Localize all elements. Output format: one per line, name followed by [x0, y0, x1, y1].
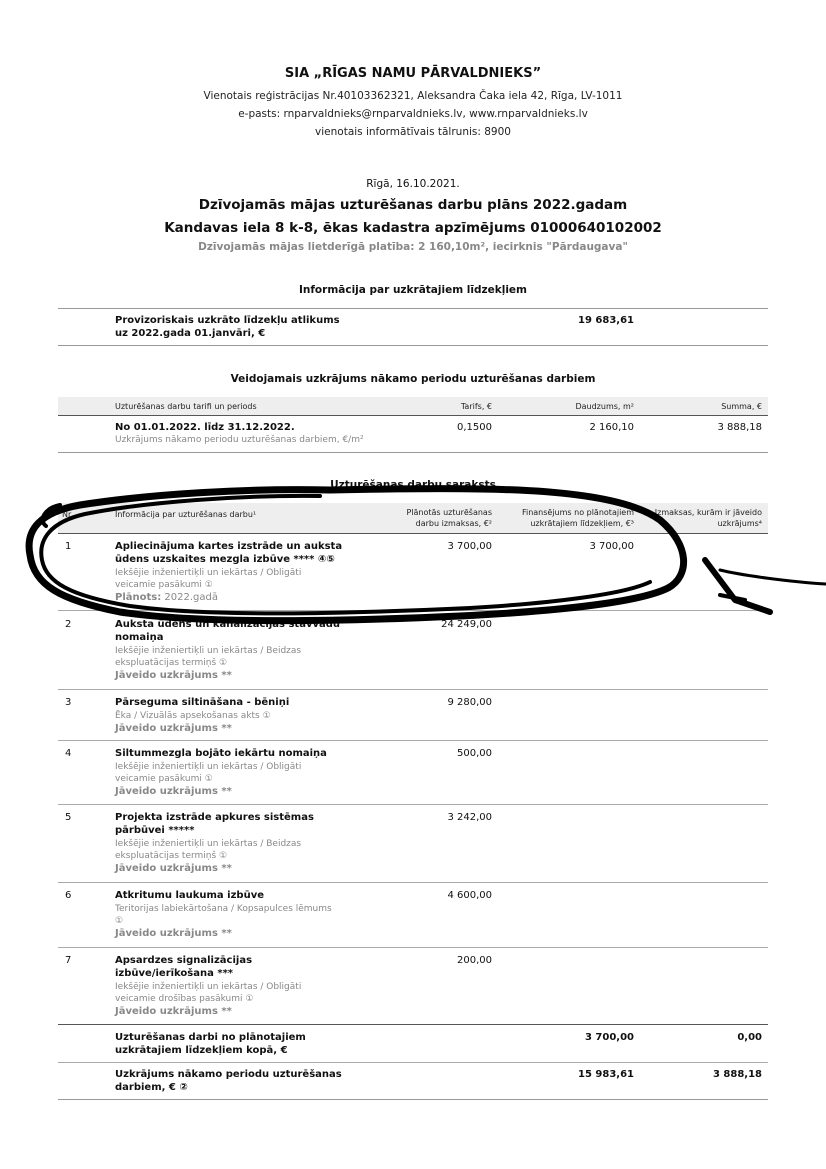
row-1-financing: 3 700,00	[589, 541, 634, 552]
row-7-title-line2: izbūve/ierīkošana ***	[115, 968, 234, 979]
row-7-category-line2: veicamie drošības pasākumi ①	[115, 994, 254, 1004]
header-cost-line2: darbu izmaksas, €²	[415, 519, 492, 528]
row-7-cost: 200,00	[457, 955, 492, 966]
header-accumulation-line2: uzkrājums⁴	[717, 519, 762, 528]
row-7-title-line1: Apsardzes signalizācijas	[115, 955, 253, 966]
row-2-title-line1: Auksta ūdens un kanalizācijas stāvvadu	[115, 619, 340, 630]
company-email: e-pasts: rnparvaldnieks@rnparvaldnieks.lv, www.rnparvaldnieks.lv	[238, 108, 588, 120]
row-3-category-line1: Ēka / Vizuālās apsekošanas akts ①	[115, 711, 271, 721]
header-info: Informācija par uzturēšanas darbu¹	[115, 510, 257, 519]
row-7-status: Jāveido uzkrājums **	[115, 1006, 232, 1017]
row-2-category-line1: Iekšējie inženiertiķli un iekārtas / Beidzas	[115, 646, 302, 656]
building-area: Dzīvojamās mājas lietderīgā platība: 2 160,10m², iecirknis "Pārdaugava"	[198, 241, 628, 253]
works-section-title: Uzturēšanas darbu saraksts	[330, 479, 496, 491]
total-1-label-line2: uzkrātajiem līdzekļiem kopā, €	[115, 1045, 288, 1056]
accumulation-section-title: Veidojamais uzkrājums nākamo periodu uzturēšanas darbiem	[230, 373, 596, 385]
header-number: Nr.	[62, 510, 74, 519]
row-2-category-line2: ekspluatācijas termiņš ①	[115, 658, 228, 668]
total-2-label-line2: darbiem, € ②	[115, 1082, 188, 1093]
row-3-cost: 9 280,00	[447, 697, 492, 708]
row-6-category-line2: ①	[115, 916, 124, 926]
header-sum: Summa, €	[721, 402, 762, 411]
row-4-title-line1: Siltummezgla bojāto iekārtu nomaiņa	[115, 748, 327, 759]
total-1-label-line1: Uzturēšanas darbi no plānotajiem	[115, 1032, 306, 1043]
header-period: Uzturēšanas darbu tarifi un periods	[115, 402, 257, 411]
header-qty: Daudzums, m²	[575, 402, 634, 411]
row-4-category-line2: veicamie pasākumi ①	[115, 774, 213, 784]
accumulation-tariff: 0,1500	[457, 422, 492, 433]
row-1-title-line2: ūdens uzskaites mezgla izbūve **** ④⑤	[115, 554, 335, 565]
row-5-number: 5	[65, 812, 72, 823]
row-6-category-line1: Teritorijas labiekārtošana / Kopsapulces lēmums	[115, 904, 332, 914]
row-1-category-line1: Iekšējie inženiertiķli un iekārtas / Obligāti	[115, 568, 302, 578]
document-date: Rīgā, 16.10.2021.	[366, 178, 460, 190]
header-cost-line1: Plānotās uzturēšanas	[406, 508, 492, 517]
accumulation-sum: 3 888,18	[717, 422, 762, 433]
accumulation-period: No 01.01.2022. līdz 31.12.2022.	[115, 422, 295, 433]
header-tariff: Tarifs, €	[460, 402, 492, 411]
row-1-number: 1	[65, 541, 72, 552]
row-4-number: 4	[65, 748, 72, 759]
header-financing-line2: uzkrātajiem līdzekļiem, €³	[530, 519, 634, 528]
row-4-cost: 500,00	[457, 748, 492, 759]
company-registration: Vienotais reģistrācijas Nr.40103362321, Aleksandra Čaka iela 42, Rīga, LV-1011	[203, 90, 623, 102]
row-5-cost: 3 242,00	[447, 812, 492, 823]
row-5-status: Jāveido uzkrājums **	[115, 863, 232, 874]
row-2-cost: 24 249,00	[441, 619, 492, 630]
funds-label-line1: Provizoriskais uzkrāto līdzekļu atlikums	[115, 315, 340, 326]
row-4-status: Jāveido uzkrājums **	[115, 786, 232, 797]
row-4-category-line1: Iekšējie inženiertiķli un iekārtas / Obligāti	[115, 762, 302, 772]
row-3-status: Jāveido uzkrājums **	[115, 723, 232, 734]
total-2-accumulation: 3 888,18	[712, 1069, 762, 1080]
row-5-title-line2: pārbūvei *****	[115, 825, 195, 836]
row-1-category-line2: veicamie pasākumi ①	[115, 580, 213, 590]
total-1-accumulation: 0,00	[737, 1032, 762, 1043]
row-7-number: 7	[65, 955, 72, 966]
company-name: SIA „RĪGAS NAMU PĀRVALDNIEKS”	[284, 66, 542, 81]
total-1-financing: 3 700,00	[584, 1032, 634, 1043]
row-1-title-line1: Apliecinājuma kartes izstrāde un auksta	[115, 541, 343, 552]
accumulation-period-note: Uzkrājums nākamo periodu uzturēšanas darbiem, €/m²	[115, 435, 364, 445]
header-financing-line1: Finansējums no plānotajiem	[521, 508, 634, 517]
company-phone: vienotais informātīvais tālrunis: 8900	[315, 126, 511, 138]
row-6-number: 6	[65, 890, 72, 901]
row-1-status-value: 2022.gadā	[161, 592, 218, 603]
document-title: Dzīvojamās mājas uzturēšanas darbu plāns 2022.gadam	[198, 197, 628, 213]
total-2-label-line1: Uzkrājums nākamo periodu uzturēšanas	[115, 1069, 342, 1080]
row-3-title-line1: Pārseguma siltināšana - bēniņi	[115, 697, 290, 708]
row-6-cost: 4 600,00	[447, 890, 492, 901]
row-3-number: 3	[65, 697, 72, 708]
row-1-status-label: Plānots:	[115, 592, 162, 603]
building-address: Kandavas iela 8 k-8, ēkas kadastra apzīmējums 01000640102002	[164, 220, 662, 236]
row-2-number: 2	[65, 619, 72, 630]
row-1-cost: 3 700,00	[447, 541, 492, 552]
row-5-category-line1: Iekšējie inženiertiķli un iekārtas / Beidzas	[115, 839, 302, 849]
row-2-status: Jāveido uzkrājums **	[115, 670, 232, 681]
header-accumulation-line1: Izmaksas, kurām ir jāveido	[654, 508, 762, 517]
funds-label-line2: uz 2022.gada 01.janvāri, €	[115, 328, 266, 339]
total-2-financing: 15 983,61	[578, 1069, 634, 1080]
row-7-category-line1: Iekšējie inženiertiķli un iekārtas / Obligāti	[115, 982, 302, 992]
row-2-title-line2: nomaiņa	[115, 632, 164, 643]
funds-value: 19 683,61	[578, 315, 634, 326]
accumulation-qty: 2 160,10	[589, 422, 634, 433]
row-6-title-line1: Atkritumu laukuma izbūve	[115, 890, 264, 901]
row-5-title-line1: Projekta izstrāde apkures sistēmas	[115, 812, 314, 823]
funds-section-title: Informācija par uzkrātajiem līdzekļiem	[298, 284, 527, 296]
row-5-category-line2: ekspluatācijas termiņš ①	[115, 851, 228, 861]
row-6-status: Jāveido uzkrājums **	[115, 928, 232, 939]
